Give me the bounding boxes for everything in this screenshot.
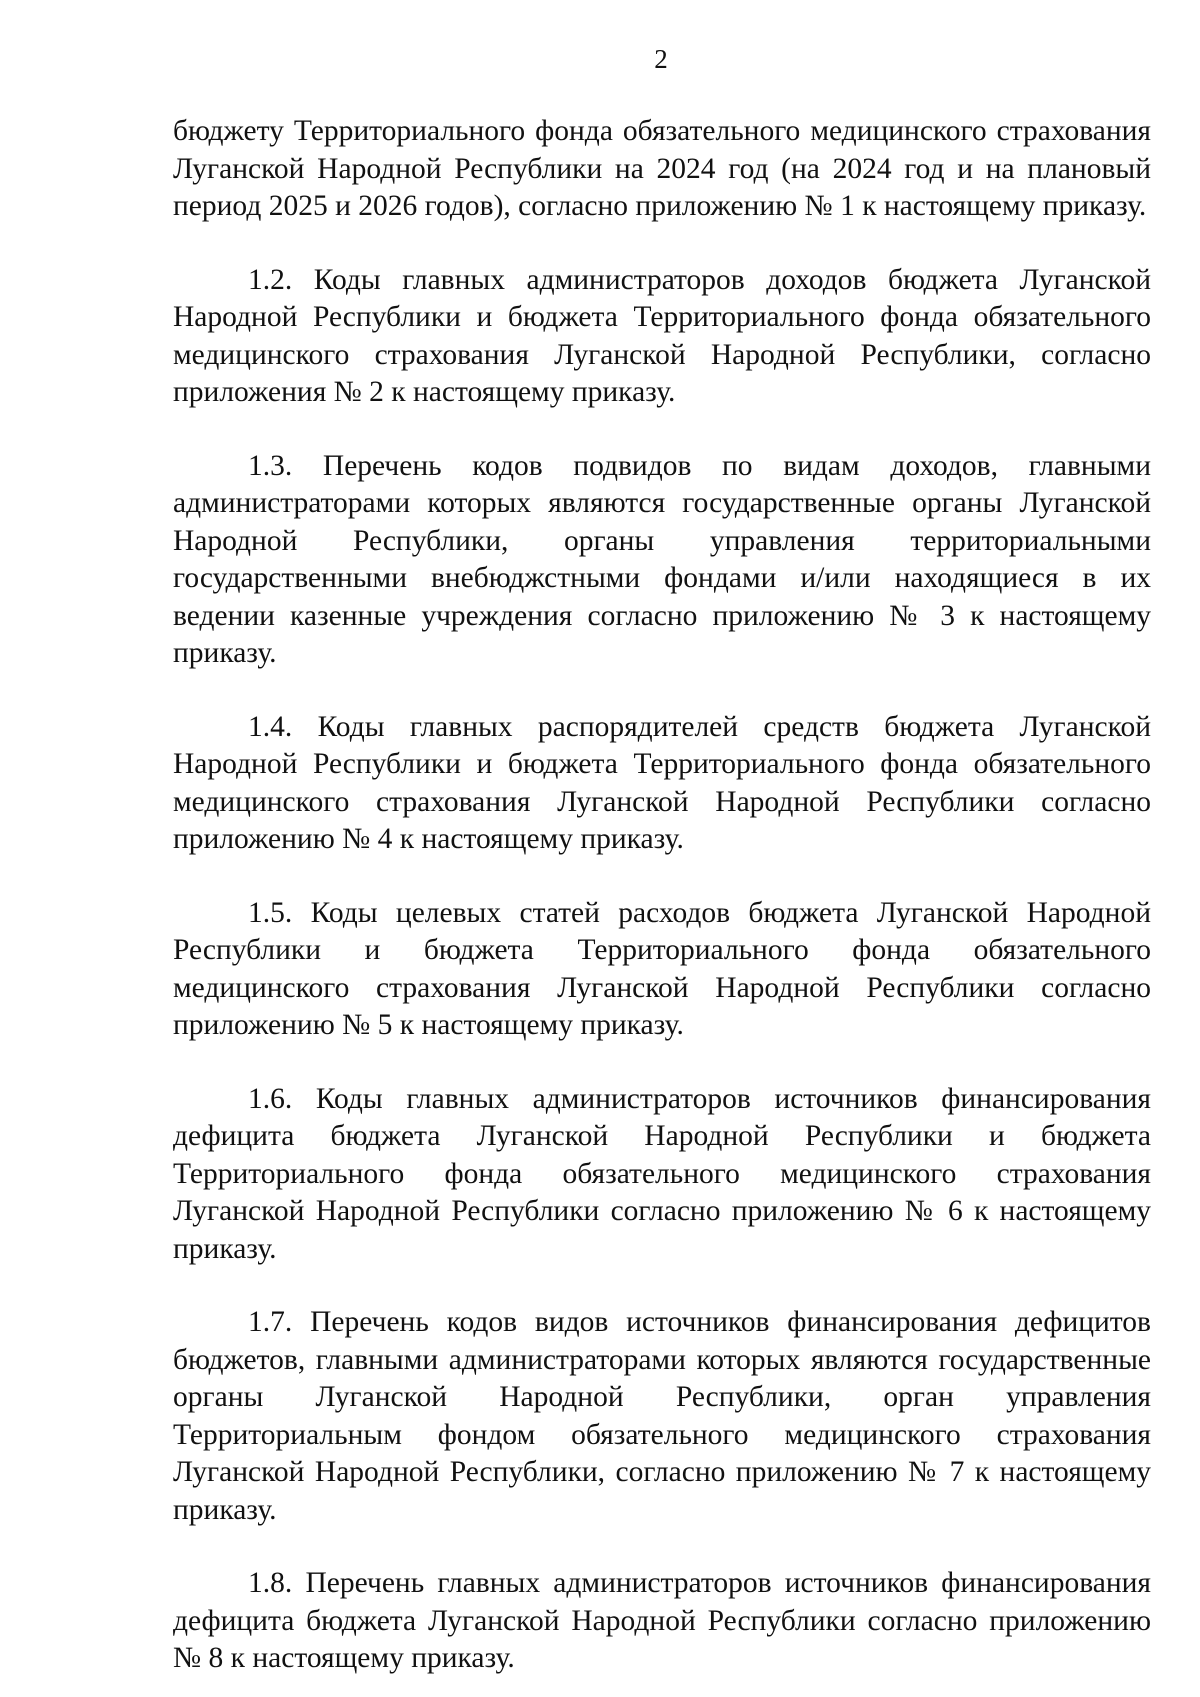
paragraph-1-4: 1.4. Коды главных распорядителей средств бюджета Луганской Народной Республики и бюджета Территориального фонда обязательного медицинского страхования Луганской Народной Республики согласно приложению № 4 к настоящему приказу. [173,710,1151,855]
document-body [173,113,1151,1678]
paragraph-gap [173,859,1151,895]
paragraph-continuation: бюджету Территориального фонда обязательного медицинского страхования Луганской Народной Республики на 2024 год (на 2024 год и на плановый период 2025 и 2026 годов), согласно приложению № 1 к настоящему приказу. [173,115,1151,222]
paragraph-gap [173,412,1151,448]
paragraph-gap [173,673,1151,709]
paragraph-1-5: 1.5. Коды целевых статей расходов бюджета Луганской Народной Республики и бюджета Территориального фонда обязательного медицинского страхования Луганской Народной Республики согласно приложению № 5 к настоящему приказу. [173,896,1151,1041]
paragraph-1-2: 1.2. Коды главных администраторов доходов бюджета Луганской Народной Республики и бюджета Территориального фонда обязательного медицинского страхования Луганской Народной Республики, согласно приложения № 2 к настоящему приказу. [173,263,1151,408]
paragraph-gap [173,226,1151,262]
paragraph-gap [173,1529,1151,1565]
paragraph-1-7: 1.7. Перечень кодов видов источников финансирования дефицитов бюджетов, главными администраторами которых являются государственные органы Луганской Народной Республики, орган управления Территориальным фондом обязательного медицинского страхования Луганской Народной Республики, согласно приложению № 7 к настоящему приказу. [173,1306,1151,1526]
paragraph-gap [173,1268,1151,1304]
page-number: 2 [654,44,668,74]
paragraph-gap [173,1045,1151,1081]
paragraph-1-6: 1.6. Коды главных администраторов источников финансирования дефицита бюджета Луганской Народной Республики и бюджета Территориального фонда обязательного медицинского страхования Луганской Народной Республики согласно приложению № 6 к настоящему приказу. [173,1082,1151,1265]
paragraph-1-3: 1.3. Перечень кодов подвидов по видам доходов, главными администраторами которых являются государственные органы Луганской Народной Республики, органы управления территориальными государственными внебюджстными фондами и/или находящиеся в их ведении казенные учреждения согласно приложению № 3 к настоящему приказу. [173,449,1151,669]
paragraph-1-8: 1.8. Перечень главных администраторов источников финансирования дефицита бюджета Луганской Народной Республики согласно приложению № 8 к настоящему приказу. [173,1567,1151,1674]
